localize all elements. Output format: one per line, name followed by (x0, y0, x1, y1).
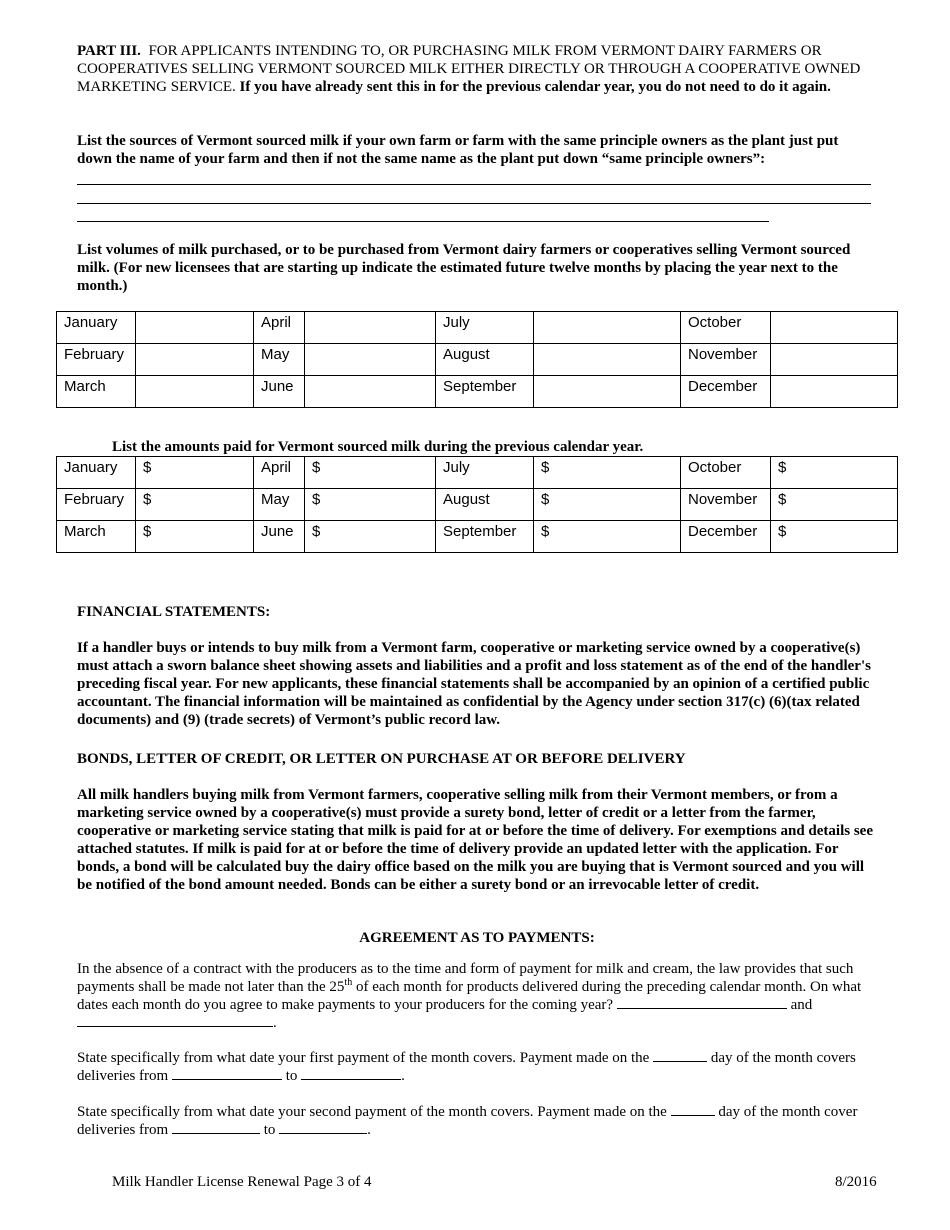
amount-cell[interactable]: $ (771, 521, 898, 553)
bonds-heading: BONDS, LETTER OF CREDIT, OR LETTER ON PURCHASE AT OR BEFORE DELIVERY (77, 751, 686, 767)
first-payment-text-cont: day of the month covers deliveries from (77, 1050, 856, 1084)
amounts-instruction: List the amounts paid for Vermont sourced milk during the previous calendar year. (112, 439, 644, 455)
sources-instruction: List the sources of Vermont sourced milk if your own farm or farm with the same principle owners as the plant just put down the name of your farm and then if not the same name as the plant put down “same principle owners”: (77, 133, 839, 167)
volumes-instruction: List volumes of milk purchased, or to be purchased from Vermont dairy farmers or cooperatives selling Vermont sourced milk. (For new licensees that are starting up indicate the estimated future twelve months by placing the year next to the month.) (77, 242, 851, 294)
first-payment-day-field[interactable] (653, 1049, 707, 1062)
volume-cell[interactable] (771, 376, 898, 408)
agreement-p1-text: In the absence of a contract with the producers as to the time and form of payment for milk and cream, the law provides that such payments shall be made not later than the 25 (77, 961, 854, 995)
month-label: October (681, 457, 771, 489)
volume-cell[interactable] (136, 344, 254, 376)
volume-cell[interactable] (534, 376, 681, 408)
month-label: November (681, 489, 771, 521)
month-label: April (254, 312, 305, 344)
agreement-paragraph-2: State specifically from what date your first payment of the month covers. Payment made on the day of the month covers deliveries from to . (77, 1050, 856, 1084)
first-payment-text: State specifically from what date your first payment of the month covers. Payment made on the (77, 1050, 650, 1066)
volume-cell[interactable] (305, 312, 436, 344)
volume-cell[interactable] (136, 312, 254, 344)
footer-date: 8/2016 (835, 1174, 877, 1190)
payment-date-1-field[interactable] (617, 996, 787, 1009)
part3-intro-text: FOR APPLICANTS INTENDING TO, OR PURCHASING MILK FROM VERMONT DAIRY FARMERS OR COOPERATIVES SELLING VERMONT SOURCED MILK EITHER DIRECTLY OR THROUGH A COOPERATIVE OWNED MARKETING SERVICE. (77, 43, 861, 95)
volume-cell[interactable] (771, 344, 898, 376)
month-label: February (57, 489, 136, 521)
sources-line-3[interactable] (77, 221, 769, 222)
agreement-paragraph-3: State specifically from what date your second payment of the month covers. Payment made on the day of the month cover deliveries from to . (77, 1104, 858, 1138)
month-label: January (57, 457, 136, 489)
to-label: to (285, 1068, 298, 1084)
financial-heading: FINANCIAL STATEMENTS: (77, 604, 271, 620)
sources-line-2[interactable] (77, 203, 871, 204)
agreement-p1-text-cont: of each month for products delivered during the preceding calendar month. On what dates each month do you agree to make payments to your producers for the coming year? (77, 979, 862, 1013)
amount-cell[interactable]: $ (534, 457, 681, 489)
month-label: March (57, 376, 136, 408)
amount-cell[interactable]: $ (136, 457, 254, 489)
and-label: and (790, 997, 813, 1013)
month-label: January (57, 312, 136, 344)
volumes-table (56, 311, 898, 408)
table-row (57, 376, 898, 408)
second-payment-to-field[interactable] (279, 1121, 367, 1134)
table-row (57, 312, 898, 344)
amount-cell[interactable]: $ (305, 521, 436, 553)
amount-cell[interactable]: $ (136, 489, 254, 521)
part3-intro (77, 42, 877, 96)
volume-cell[interactable] (305, 344, 436, 376)
month-label: February (57, 344, 136, 376)
amount-cell[interactable]: $ (771, 457, 898, 489)
amount-cell[interactable]: $ (305, 489, 436, 521)
bonds-body: All milk handlers buying milk from Vermont farmers, cooperative selling milk from their Vermont members, or from a marketing service owned by a cooperative(s) must provide a surety bond, letter of credit or a letter from the farmer, cooperative or marketing service stating that milk is paid for at or before the time of delivery. For exemptions and details see attached statutes. If milk is paid for at or before the time of delivery provide an updated letter with the application. For bonds, a bond will be calculated buy the dairy office based on the milk you are buying that is Vermont sourced and you will be notified of the bond amount needed. Bonds can be either a surety bond or an irrevocable letter of credit. (77, 787, 873, 893)
month-label: April (254, 457, 305, 489)
volume-cell[interactable] (771, 312, 898, 344)
sources-line-1[interactable] (77, 184, 871, 185)
second-payment-text: State specifically from what date your second payment of the month covers. Payment made on the (77, 1104, 667, 1120)
amount-cell[interactable]: $ (534, 521, 681, 553)
month-label: September (436, 521, 534, 553)
month-label: November (681, 344, 771, 376)
month-label: March (57, 521, 136, 553)
to-label: to (263, 1122, 276, 1138)
volume-cell[interactable] (534, 312, 681, 344)
table-row (57, 344, 898, 376)
amount-cell[interactable]: $ (771, 489, 898, 521)
table-row (57, 457, 898, 489)
month-label: June (254, 376, 305, 408)
month-label: August (436, 344, 534, 376)
volume-cell[interactable] (534, 344, 681, 376)
month-label: December (681, 521, 771, 553)
amount-cell[interactable]: $ (305, 457, 436, 489)
part3-note: If you have already sent this in for the previous calendar year, you do not need to do it again. (239, 79, 831, 95)
footer-page-label: Milk Handler License Renewal Page 3 of 4 (112, 1174, 372, 1190)
first-payment-to-field[interactable] (301, 1067, 401, 1080)
volume-cell[interactable] (136, 376, 254, 408)
month-label: August (436, 489, 534, 521)
month-label: September (436, 376, 534, 408)
month-label: May (254, 489, 305, 521)
amounts-table (56, 456, 898, 553)
volume-cell[interactable] (305, 376, 436, 408)
month-label: October (681, 312, 771, 344)
second-payment-day-field[interactable] (671, 1103, 715, 1116)
second-payment-text-cont: day of the month cover deliveries from (77, 1104, 858, 1138)
part3-label: PART III. (77, 43, 141, 59)
month-label: May (254, 344, 305, 376)
financial-body: If a handler buys or intends to buy milk from a Vermont farm, cooperative or marketing service owned by a cooperative(s) must attach a sworn balance sheet showing assets and liabilities and a profit and loss statement as of the end of the handler's preceding fiscal year. For new applicants, these financial statements shall be accompanied by an opinion of a certified public accountant. The financial information will be maintained as confidential by the Agency under section 317(c) (6)(tax related documents) and (9) (trade secrets) of Vermont’s public record law. (77, 640, 871, 728)
amount-cell[interactable]: $ (534, 489, 681, 521)
agreement-heading: AGREEMENT AS TO PAYMENTS: (359, 930, 595, 946)
first-payment-from-field[interactable] (172, 1067, 282, 1080)
month-label: June (254, 521, 305, 553)
superscript-th: th (344, 977, 353, 988)
agreement-paragraph-1: In the absence of a contract with the producers as to the time and form of payment for milk and cream, the law provides that such payments shall be made not later than the 25th of each month for products delivered during the preceding calendar month. On what dates each month do you agree to make payments to your producers for the coming year? and . (77, 961, 862, 1031)
month-label: July (436, 457, 534, 489)
amount-cell[interactable]: $ (136, 521, 254, 553)
table-row (57, 521, 898, 553)
month-label: July (436, 312, 534, 344)
table-row (57, 489, 898, 521)
payment-date-2-field[interactable] (77, 1014, 273, 1027)
month-label: December (681, 376, 771, 408)
second-payment-from-field[interactable] (172, 1121, 260, 1134)
